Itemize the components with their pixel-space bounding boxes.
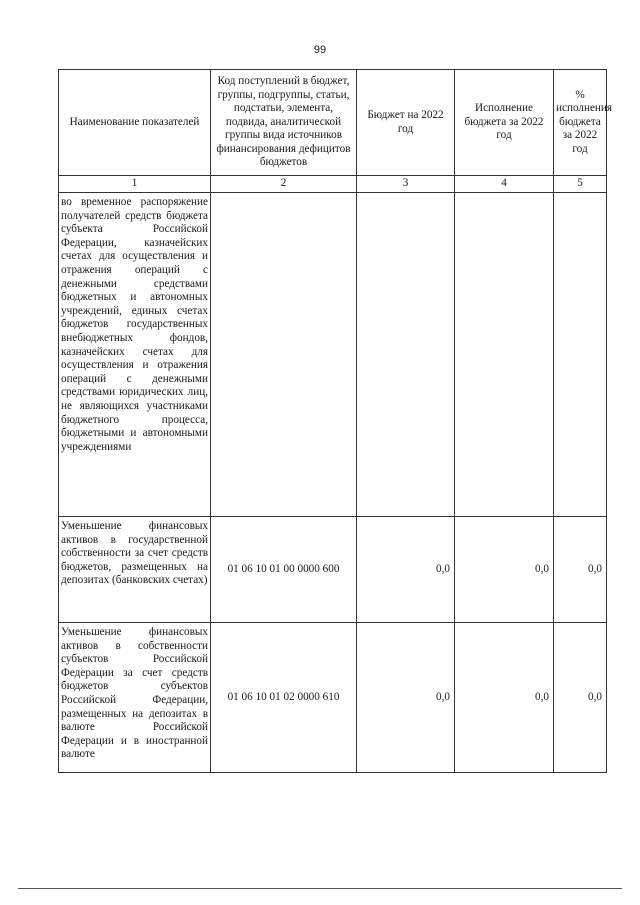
row-execution: 0,0	[455, 623, 554, 773]
column-number-4: 4	[455, 176, 554, 193]
page-bottom-divider	[18, 888, 622, 889]
row-budget: 0,0	[357, 517, 455, 623]
row-code	[211, 193, 357, 517]
row-budget	[357, 193, 455, 517]
column-number-1: 1	[59, 176, 211, 193]
header-execution-2022: Исполнение бюджета за 2022 год	[455, 70, 554, 176]
row-execution: 0,0	[455, 517, 554, 623]
table-row	[59, 193, 607, 517]
row-code: 01 06 10 01 00 0000 600	[211, 517, 357, 623]
row-percent: 0,0	[554, 517, 607, 623]
row-budget: 0,0	[357, 623, 455, 773]
row-percent	[554, 193, 607, 517]
table-row	[59, 517, 607, 623]
column-number-3: 3	[357, 176, 455, 193]
header-code: Код поступлений в бюджет, группы, подгруппы, статьи, подстатьи, элемента, подвида, аналитической группы вида источников финансирования дефицитов бюджетов	[211, 70, 357, 176]
page-number: 99	[313, 44, 327, 56]
column-number-2: 2	[211, 176, 357, 193]
table-row	[59, 623, 607, 773]
header-budget-2022: Бюджет на 2022 год	[357, 70, 455, 176]
header-percent-execution: % исполнения бюджета за 2022 год	[554, 70, 607, 176]
budget-table	[58, 69, 613, 773]
row-name: Уменьшение финансовых активов в государственной собственности за счет средств бюджетов, размещенных на депозитах (банковских счетах)	[59, 517, 211, 623]
column-number-5: 5	[554, 176, 607, 193]
header-indicator-name: Наименование показателей	[59, 70, 211, 176]
row-execution	[455, 193, 554, 517]
row-name: Уменьшение финансовых активов в собственности субъектов Российской Федерации за счет средств бюджетов субъектов Российской Федерации, размещенных на депозитах в валюте Российской Федерации и в иностранной валюте	[59, 623, 211, 773]
row-percent: 0,0	[554, 623, 607, 773]
row-code: 01 06 10 01 02 0000 610	[211, 623, 357, 773]
row-name: во временное распоряжение получателей средств бюджета субъекта Российской Федерации, казначейских счетах для осуществления и отражения операций с денежными средствами бюджетных и автономных учреждений, единых счетах бюджетов государственных внебюджетных фондов, казначейских счетах для осуществления и отражения операций с денежными средствами юридических лиц, не являющихся участниками бюджетного процесса, бюджетными и автономными учреждениями	[59, 193, 211, 517]
